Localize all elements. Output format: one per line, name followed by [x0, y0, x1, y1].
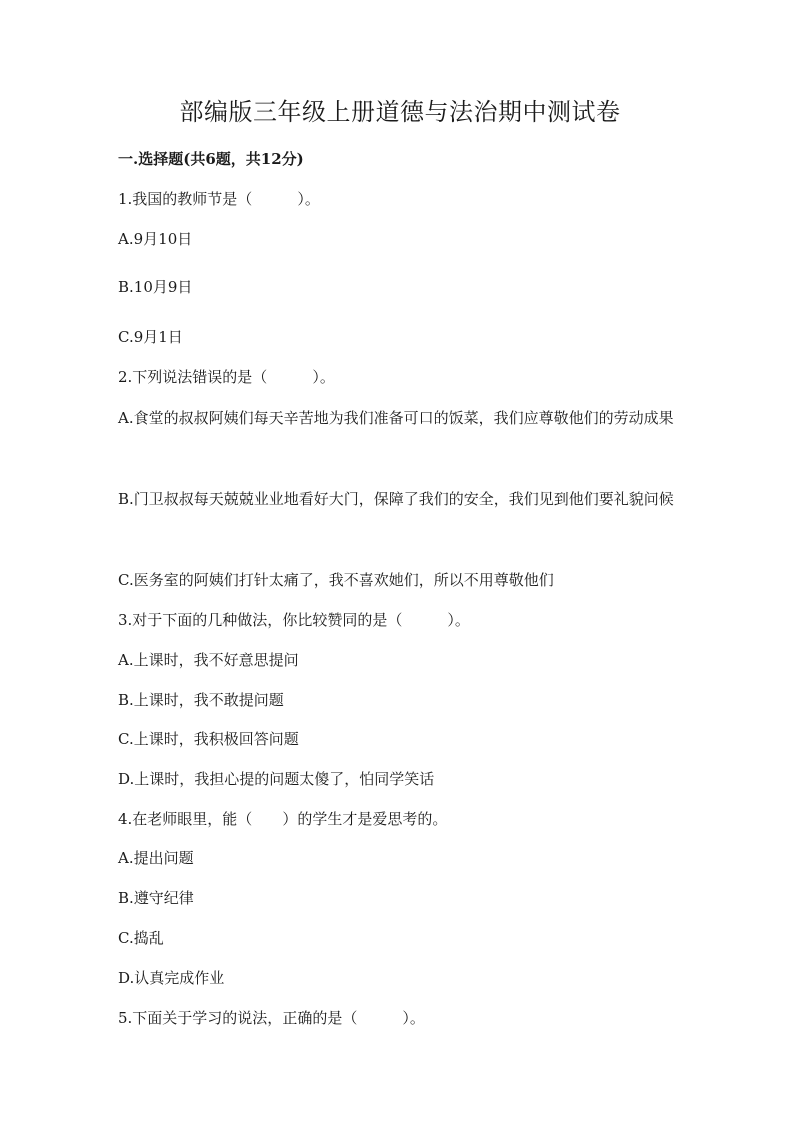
question-2-option-c: C.医务室的阿姨们打针太痛了，我不喜欢她们，所以不用尊敬他们 — [118, 571, 554, 589]
question-4-option-d: D.认真完成作业 — [118, 969, 225, 987]
question-1-option-a: A.9月10日 — [118, 230, 193, 248]
section-heading: 一.选择题(共6题，共12分) — [118, 150, 304, 168]
question-4-option-c: C.捣乱 — [118, 929, 164, 947]
question-3-option-c: C.上课时，我积极回答问题 — [118, 730, 299, 748]
question-4-option-a: A.提出问题 — [118, 849, 194, 867]
question-1-option-b: B.10月9日 — [118, 278, 193, 296]
question-5-stem: 5.下面关于学习的说法，正确的是（ ）。 — [118, 1009, 425, 1027]
question-2-option-b: B.门卫叔叔每天兢兢业业地看好大门，保障了我们的安全，我们见到他们要礼貌问候 — [118, 490, 674, 508]
question-1-stem: 1.我国的教师节是（ ）。 — [118, 190, 320, 208]
question-3-option-d: D.上课时，我担心提的问题太傻了，怕同学笑话 — [118, 770, 435, 788]
question-3-stem: 3.对于下面的几种做法，你比较赞同的是（ ）。 — [118, 611, 470, 629]
question-2-option-a: A.食堂的叔叔阿姨们每天辛苦地为我们准备可口的饭菜，我们应尊敬他们的劳动成果 — [118, 409, 674, 427]
question-1-option-c: C.9月1日 — [118, 328, 183, 346]
question-4-option-b: B.遵守纪律 — [118, 889, 194, 907]
question-3-option-a: A.上课时，我不好意思提问 — [118, 651, 299, 669]
exam-title: 部编版三年级上册道德与法治期中测试卷 — [179, 98, 621, 126]
question-3-option-b: B.上课时，我不敢提问题 — [118, 691, 284, 709]
question-4-stem: 4.在老师眼里，能（ ）的学生才是爱思考的。 — [118, 810, 448, 828]
question-2-stem: 2.下列说法错误的是（ ）。 — [118, 368, 335, 386]
